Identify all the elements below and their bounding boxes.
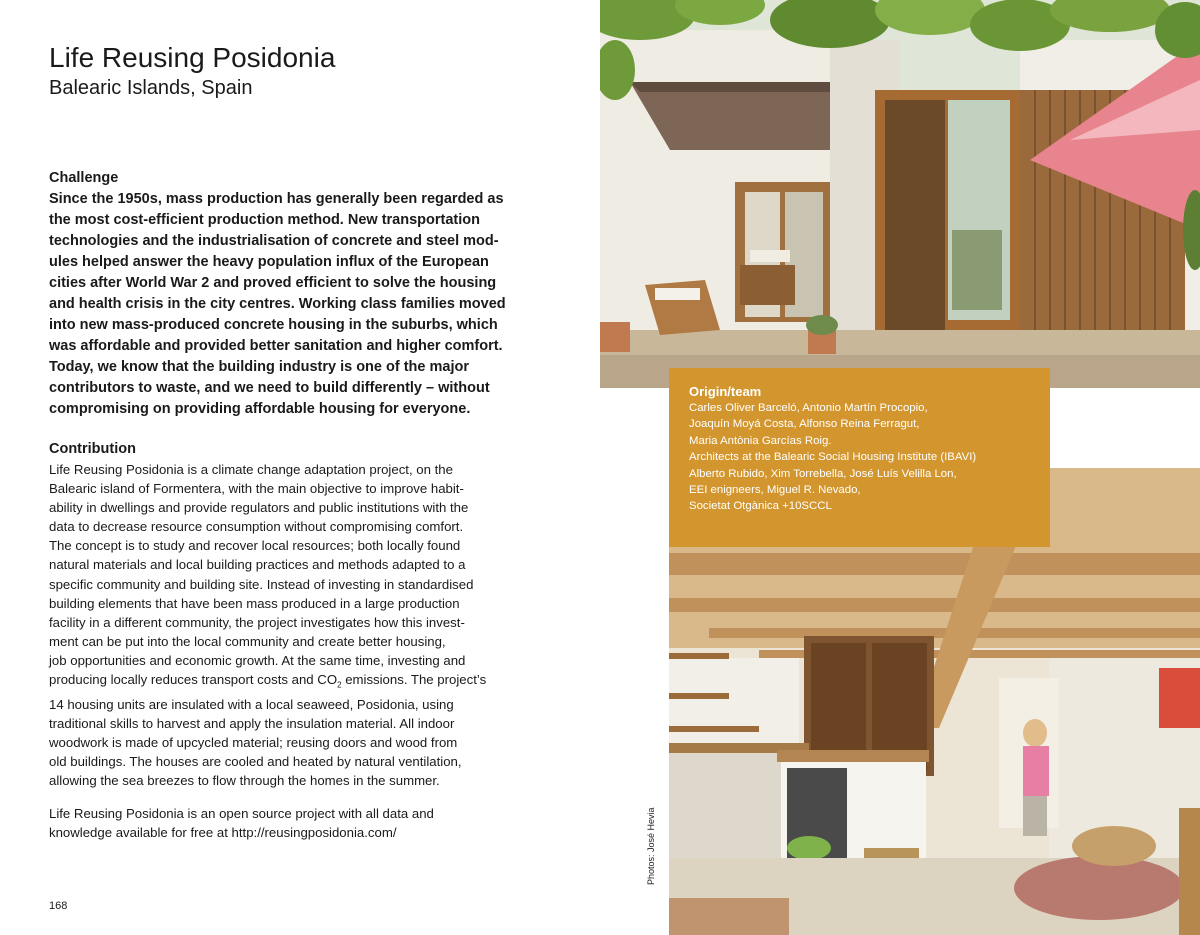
co2-text-after: emissions. The project’s xyxy=(341,672,487,688)
contribution-heading: Contribution xyxy=(49,441,136,457)
team-line: Societat Otgànica +10SCCL xyxy=(689,500,832,513)
contribution-line: traditional skills to harvest and apply the insulation material. All indoor xyxy=(49,715,455,731)
challenge-line: technologies and the industrialisation of concrete and steel mod- xyxy=(49,233,499,249)
challenge-line: contributors to waste, and we need to build differently – without xyxy=(49,380,490,396)
exterior-photo-graphic xyxy=(600,0,1200,388)
team-panel xyxy=(669,368,1050,547)
exterior-photo xyxy=(600,0,1200,388)
contribution-line: job opportunities and economic growth. At the same time, investing and xyxy=(49,652,466,668)
contribution-body xyxy=(49,460,486,790)
challenge-line: Since the 1950s, mass production has generally been regarded as xyxy=(49,191,504,207)
team-line: Maria Antònia Garcías Roig. xyxy=(689,434,832,447)
challenge-line: compromising on providing affordable housing for everyone. xyxy=(49,401,471,417)
contribution-line: facility in a different community, the project investigates how this invest- xyxy=(49,614,465,630)
team-line: Carles Oliver Barceló, Antonio Martín Procopio, xyxy=(689,402,928,414)
page-title: Life Reusing Posidonia xyxy=(49,42,336,73)
team-line: Alberto Rubido, Xim Torrebella, José Luís Velilla Lon, xyxy=(689,467,957,480)
co2-subscript: 2 xyxy=(337,680,342,690)
open-source-line: knowledge available for free at http://reusingposidonia.com/ xyxy=(49,825,397,841)
open-source-line: Life Reusing Posidonia is an open source project with all data and xyxy=(49,806,434,821)
contribution-line: building elements that have been mass produced in a large production xyxy=(49,595,460,611)
contribution-line: 14 housing units are insulated with a local seaweed, Posidonia, using xyxy=(49,696,454,712)
contribution-line: ment can be put into the local community and create better housing, xyxy=(49,633,446,649)
contribution-section xyxy=(49,439,486,790)
open-source-note xyxy=(49,804,434,842)
contribution-line: old buildings. The houses are cooled and heated by natural ventilation, xyxy=(49,754,462,770)
team-line: Joaquín Moyá Costa, Alfonso Reina Ferragut, xyxy=(689,418,920,431)
contribution-line: The concept is to study and recover local resources; both locally found xyxy=(49,538,461,554)
challenge-heading: Challenge xyxy=(49,170,119,186)
challenge-line: into new mass-produced concrete housing in the suburbs, which xyxy=(49,317,498,333)
page-number: 168 xyxy=(49,900,68,912)
contribution-line: data to decrease resource consumption without compromising comfort. xyxy=(49,519,464,535)
team-heading: Origin/team xyxy=(689,384,762,399)
photo-credit: Photos: José Hevia xyxy=(646,807,656,885)
challenge-section xyxy=(49,168,506,420)
contribution-line: specific community and building site. Instead of investing in standardised xyxy=(49,576,474,592)
page-subtitle: Balearic Islands, Spain xyxy=(49,77,253,99)
challenge-line: Today, we know that the building industry is one of the major xyxy=(49,359,469,375)
contribution-line: natural materials and local building practices and methods adapted to a xyxy=(49,557,466,573)
challenge-line: and health crisis in the city centres. Working class families moved xyxy=(49,296,506,312)
contribution-line: ability in dwellings and provide regulators and public institutions with the xyxy=(49,500,469,516)
contribution-line: allowing the sea breezes to flow through the homes in the summer. xyxy=(49,773,440,789)
co2-text-before: producing locally reduces transport costs and CO xyxy=(49,672,338,688)
contribution-line-co2 xyxy=(49,670,486,695)
challenge-line: ules helped answer the heavy population influx of the European xyxy=(49,254,489,270)
team-line: Architects at the Balearic Social Housing Institute (IBAVI) xyxy=(689,451,977,464)
contribution-line: woodwork is made of upcycled material; reusing doors and wood from xyxy=(49,734,458,750)
challenge-line: the most cost-efficient production method. New transportation xyxy=(49,212,480,228)
challenge-body xyxy=(49,189,506,420)
contribution-line: Balearic island of Formentera, with the main objective to improve habit- xyxy=(49,481,464,497)
contribution-line: Life Reusing Posidonia is a climate change adaptation project, on the xyxy=(49,462,453,477)
challenge-line: was affordable and provided better sanitation and higher comfort. xyxy=(49,338,503,354)
challenge-line: cities after World War 2 and proved efficient to solve the housing xyxy=(49,275,497,291)
team-line: EEI enigneers, Miguel R. Nevado, xyxy=(689,484,861,497)
